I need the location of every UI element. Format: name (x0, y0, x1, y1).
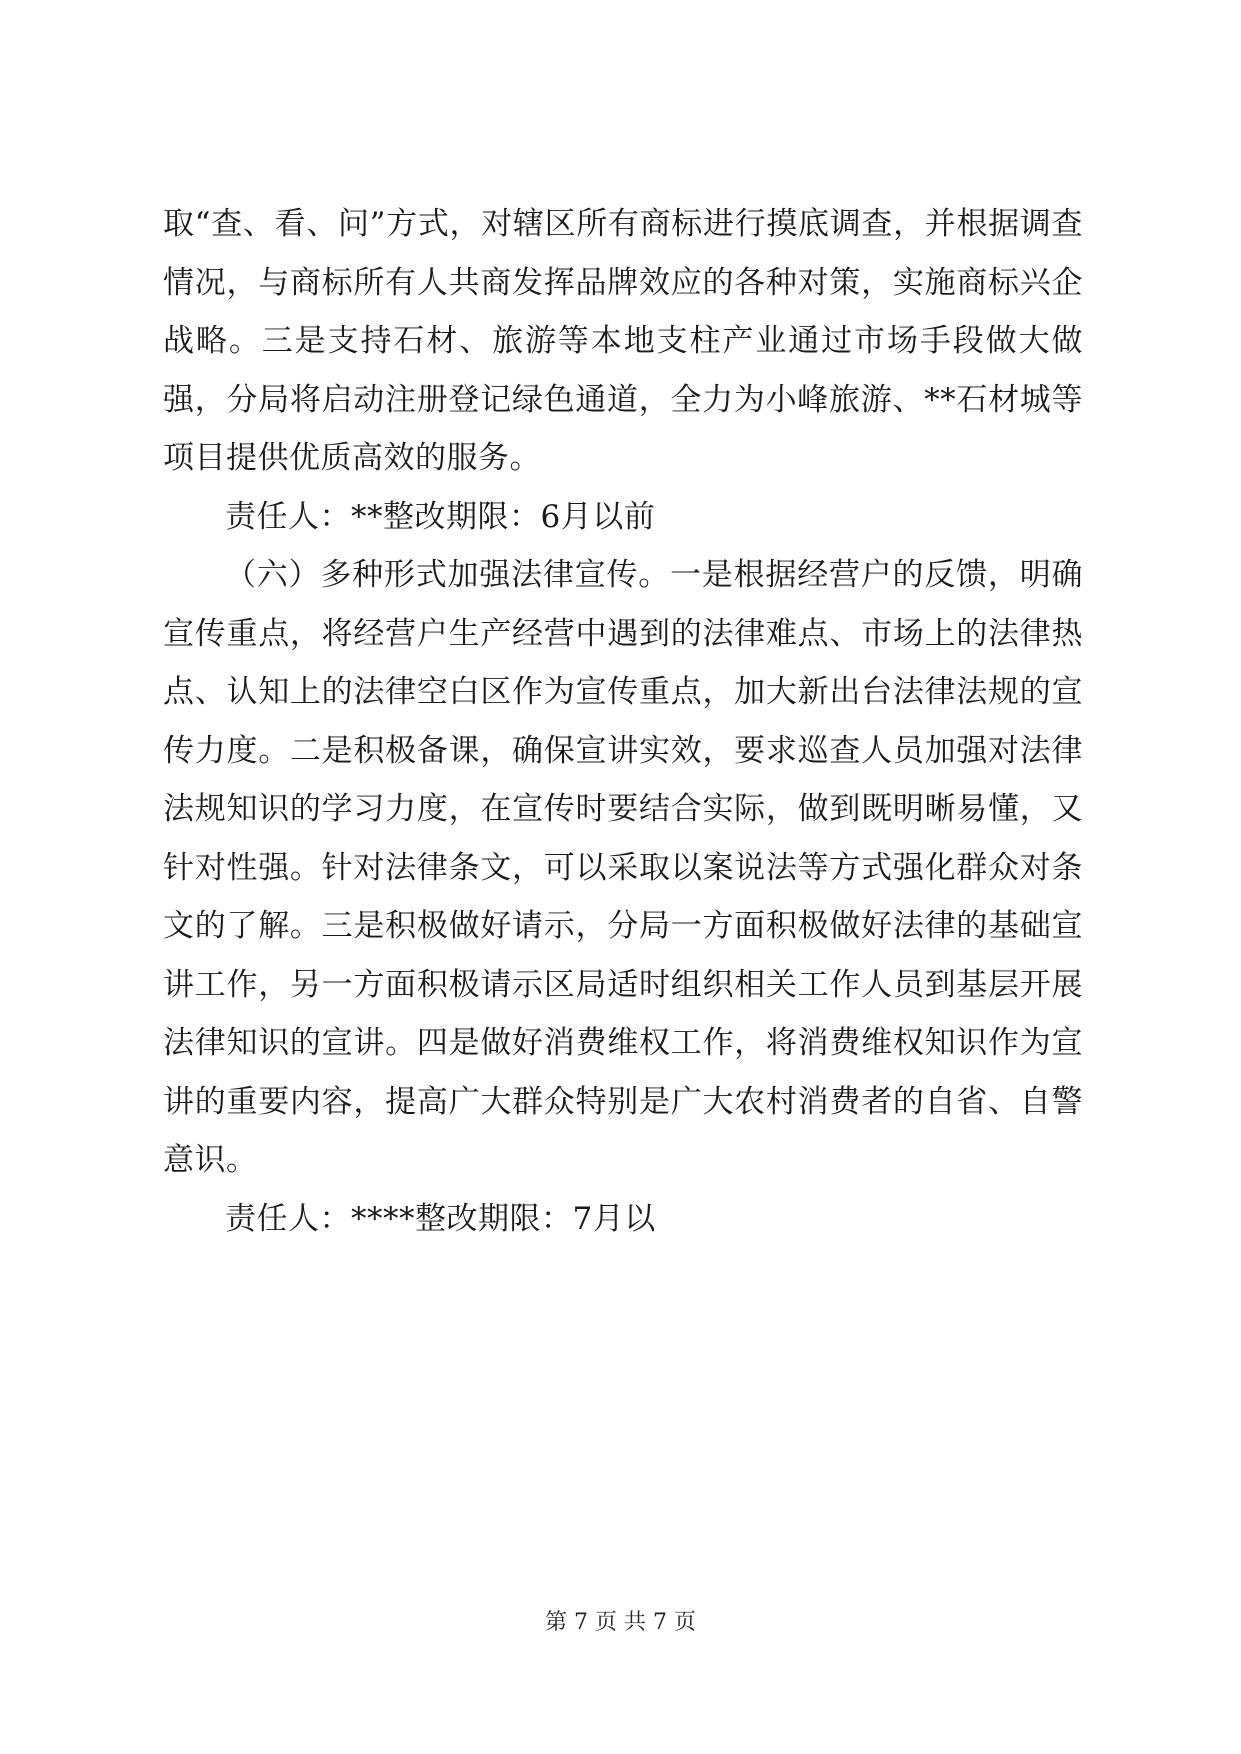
page-number-label: 第 7 页 共 7 页 (545, 1610, 696, 1635)
paragraph-responsible-person-1: 责任人：**整改期限：6月以前 (225, 498, 656, 535)
document-body (163, 195, 1083, 1248)
page-footer (0, 1608, 1241, 1638)
paragraph-legal-publicity: （六）多种形式加强法律宣传。一是根据经营户的反馈，明确宣传重点，将经营户生产经营中遇到的法律难点、市场上的法律热点、认知上的法律空白区作为宣传重点，加大新出台法律法规的宣传力度。二是积极备课，确保宣讲实效，要求巡查人员加强对法律法规知识的学习力度，在宣传时要结合实际，做到既明晰易懂，又针对性强。针对法律条文，可以采取以案说法等方式强化群众对条文的了解。三是积极做好请示，分局一方面积极做好法律的基础宣讲工作，另一方面积极请示区局适时组织相关工作人员到基层开展法律知识的宣讲。四是做好消费维权工作，将消费维权知识作为宣讲的重要内容，提高广大群众特别是广大农村消费者的自省、自警意识。 (163, 557, 1083, 1178)
paragraph-trademark-survey: 取“查、看、问”方式，对辖区所有商标进行摸底调查，并根据调查情况，与商标所有人共商发挥品牌效应的各种对策，实施商标兴企战略。三是支持石材、旅游等本地支柱产业通过市场手段做大做强，分局将启动注册登记绿色通道，全力为小峰旅游、**石材城等项目提供优质高效的服务。 (163, 206, 1083, 476)
paragraph-responsible-person-2: 责任人：****整改期限：7月以 (225, 1200, 656, 1237)
